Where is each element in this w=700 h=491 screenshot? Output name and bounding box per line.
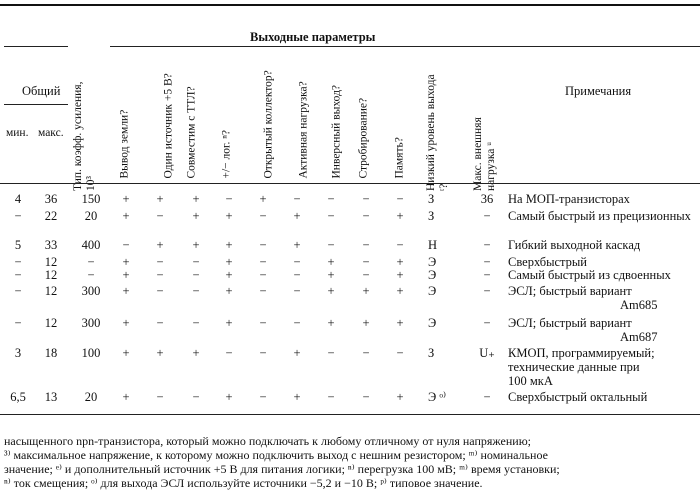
cell-flag: −	[327, 390, 335, 404]
footnote-line-1: насыщенного npn-транзистора, который можно подключать к любому отличному от нуля напряжению;	[4, 434, 532, 448]
cell-flag: −	[156, 284, 164, 298]
cell-flag: +	[156, 238, 164, 252]
cell-note: Самый быстрый из сдвоенных	[508, 268, 671, 282]
cell-min: 4	[14, 192, 22, 206]
col-min: мин.	[6, 127, 29, 139]
cell-flag: −	[362, 390, 370, 404]
cell-flag: +	[156, 192, 164, 206]
cell-flag: +	[225, 390, 233, 404]
cell-gain: 20	[84, 209, 98, 223]
cell-min: −	[14, 284, 22, 298]
cell-flag: +	[225, 209, 233, 223]
cell-flag: +	[122, 316, 130, 330]
col-ground-header: Вывод земли?	[118, 109, 131, 178]
cell-note: Гибкий выходной каскад	[508, 238, 641, 252]
cell-max-load: −	[483, 268, 491, 282]
cell-flag: +	[396, 316, 404, 330]
cell-note: технические данные при	[508, 360, 640, 374]
cell-gain: −	[87, 268, 95, 282]
cell-low-level: Э	[428, 284, 437, 298]
col-active-load-header: Активная нагрузка?	[297, 80, 310, 178]
cell-flag: −	[192, 284, 200, 298]
cell-gain: 300	[81, 316, 101, 330]
cell-flag: −	[156, 316, 164, 330]
col-gain-header: Тип. коэфф. усиления, 10³	[72, 81, 97, 191]
cell-flag: +	[293, 390, 301, 404]
cell-flag: −	[396, 192, 404, 206]
cell-flag: −	[192, 316, 200, 330]
cell-max-load: −	[483, 284, 491, 298]
cell-flag: +	[396, 209, 404, 223]
cell-max: 12	[44, 316, 58, 330]
footnote-line-2: ³⁾ максимальное напряжение, к которому можно подключить выход с нешним резистором; ᵐ⁾ номинальное	[4, 448, 548, 462]
cell-flag: +	[327, 284, 335, 298]
cell-max-load: −	[483, 209, 491, 223]
cell-note: Am685	[620, 298, 658, 312]
cell-flag: +	[225, 255, 233, 269]
cell-max: 12	[44, 284, 58, 298]
cell-flag: −	[293, 268, 301, 282]
cell-flag: −	[259, 390, 267, 404]
footnote-line-4: ⁿ⁾ ток смещения; ᵒ⁾ для выхода ЭСЛ используйте источники −5,2 и −10 В; ᵖ⁾ типовое значение.	[4, 476, 483, 490]
cell-low-level: З	[428, 346, 435, 360]
cell-flag: +	[396, 284, 404, 298]
cell-note: Am687	[620, 330, 658, 344]
col-single-supply-header: Один источник +5 В?	[162, 72, 175, 178]
cell-flag: +	[225, 316, 233, 330]
cell-flag: −	[362, 255, 370, 269]
cell-flag: −	[327, 209, 335, 223]
cell-flag: +	[192, 238, 200, 252]
cell-flag: −	[156, 268, 164, 282]
left-rule	[4, 46, 68, 47]
cell-max-load: −	[483, 255, 491, 269]
footnote-line-3: значение; ᵉ⁾ и дополнительный источник +5 В для питания логики; ⁿ⁾ перегрузка 100 мВ; ᵐ⁾ время установки;	[4, 462, 560, 476]
cell-flag: −	[293, 284, 301, 298]
cell-flag: −	[362, 268, 370, 282]
cell-flag: +	[225, 284, 233, 298]
cell-note: 100 мкА	[508, 374, 553, 388]
cell-low-level: Э ᵒ⁾	[428, 390, 447, 404]
cell-low-level: Н	[428, 238, 438, 252]
cell-flag: −	[362, 346, 370, 360]
cell-flag: −	[225, 346, 233, 360]
cell-flag: −	[362, 209, 370, 223]
cell-flag: −	[259, 284, 267, 298]
cell-flag: +	[225, 268, 233, 282]
cell-flag: +	[122, 209, 130, 223]
cell-min: 3	[14, 346, 22, 360]
cell-flag: +	[293, 346, 301, 360]
col-max-load-header: Макс. внешняя нагрузка ᵘ	[472, 116, 497, 191]
cell-gain: 150	[81, 192, 101, 206]
cell-gain: 20	[84, 390, 98, 404]
general-rule	[4, 104, 68, 105]
cell-low-level: Э	[428, 255, 437, 269]
cell-flag: +	[293, 209, 301, 223]
cell-flag: +	[122, 192, 130, 206]
cell-flag: +	[122, 255, 130, 269]
cell-max: 33	[44, 238, 58, 252]
cell-flag: −	[225, 192, 233, 206]
cell-note: Сверхбыстрый октальный	[508, 390, 648, 404]
cell-min: 5	[14, 238, 22, 252]
cell-flag: +	[225, 238, 233, 252]
cell-note: ЭСЛ; быстрый вариант	[508, 316, 632, 330]
cell-flag: +	[362, 284, 370, 298]
cell-gain: 100	[81, 346, 101, 360]
cell-flag: −	[122, 238, 130, 252]
cell-flag: −	[156, 255, 164, 269]
cell-flag: +	[327, 268, 335, 282]
cell-flag: −	[396, 346, 404, 360]
col-strobe-header: Стробирование?	[357, 97, 370, 178]
cell-flag: −	[396, 238, 404, 252]
cell-flag: +	[122, 346, 130, 360]
cell-gain: −	[87, 255, 95, 269]
cell-max: 36	[44, 192, 58, 206]
col-open-collector-header: Открытый коллектор?	[262, 69, 275, 178]
cell-flag: −	[192, 268, 200, 282]
cell-low-level: З	[428, 209, 435, 223]
cell-low-level: Э	[428, 268, 437, 282]
cell-max-load: −	[483, 390, 491, 404]
cell-flag: −	[259, 316, 267, 330]
cell-flag: −	[192, 255, 200, 269]
top-rule	[0, 4, 700, 6]
cell-flag: +	[122, 268, 130, 282]
col-memory-header: Память?	[393, 136, 406, 178]
cell-max-load: −	[483, 316, 491, 330]
cell-flag: +	[293, 238, 301, 252]
cell-flag: −	[192, 390, 200, 404]
col-low-level-header: Низкий уровень выхода ᵗ?	[425, 73, 450, 191]
col-notes: Примечания	[565, 84, 632, 98]
cell-flag: −	[259, 346, 267, 360]
cell-low-level: З	[428, 192, 435, 206]
cell-flag: −	[327, 346, 335, 360]
cell-flag: +	[327, 316, 335, 330]
group-rule	[110, 46, 700, 47]
cell-flag: −	[327, 238, 335, 252]
cell-gain: 400	[81, 238, 101, 252]
cell-note: Самый быстрый из прецизионных	[508, 209, 691, 223]
cell-flag: +	[192, 192, 200, 206]
cell-min: −	[14, 255, 22, 269]
col-general: Общий	[22, 84, 61, 98]
cell-flag: −	[259, 255, 267, 269]
cell-flag: +	[362, 316, 370, 330]
cell-max: 18	[44, 346, 58, 360]
cell-flag: +	[396, 390, 404, 404]
cell-gain: 300	[81, 284, 101, 298]
cell-max: 22	[44, 209, 58, 223]
cell-note: На МОП-транзисторах	[508, 192, 630, 206]
cell-max: 12	[44, 268, 58, 282]
cell-max-load: −	[483, 238, 491, 252]
col-pm-log-header: +/− лог. ⁿ?	[220, 129, 233, 178]
cell-min: −	[14, 316, 22, 330]
cell-flag: −	[293, 255, 301, 269]
cell-flag: −	[362, 238, 370, 252]
cell-flag: −	[327, 192, 335, 206]
cell-flag: +	[396, 255, 404, 269]
header-bottom-rule	[0, 183, 700, 184]
cell-flag: +	[192, 346, 200, 360]
cell-flag: +	[259, 192, 267, 206]
table-bottom-rule	[0, 414, 700, 415]
cell-max-load: U₊	[479, 346, 495, 360]
cell-low-level: Э	[428, 316, 437, 330]
cell-flag: −	[156, 390, 164, 404]
col-ttl-header: Совместим с ТТЛ?	[185, 85, 198, 178]
cell-note: ЭСЛ; быстрый вариант	[508, 284, 632, 298]
cell-flag: +	[192, 209, 200, 223]
cell-flag: +	[156, 346, 164, 360]
cell-min: −	[14, 209, 22, 223]
cell-flag: +	[122, 390, 130, 404]
cell-flag: −	[156, 209, 164, 223]
cell-flag: +	[396, 268, 404, 282]
cell-max: 13	[44, 390, 58, 404]
col-inverse-header: Инверсный выход?	[330, 84, 343, 178]
cell-flag: −	[259, 238, 267, 252]
cell-flag: −	[293, 316, 301, 330]
cell-note: Сверхбыстрый	[508, 255, 587, 269]
cell-flag: +	[327, 255, 335, 269]
cell-max: 12	[44, 255, 58, 269]
group-title: Выходные параметры	[250, 30, 376, 44]
cell-flag: −	[293, 192, 301, 206]
cell-note: КМОП, программируемый;	[508, 346, 655, 360]
col-max: макс.	[38, 127, 64, 139]
cell-flag: −	[259, 209, 267, 223]
cell-flag: +	[122, 284, 130, 298]
cell-max-load: 36	[480, 192, 494, 206]
cell-flag: −	[259, 268, 267, 282]
cell-flag: −	[362, 192, 370, 206]
cell-min: −	[14, 268, 22, 282]
cell-min: 6,5	[10, 390, 26, 404]
